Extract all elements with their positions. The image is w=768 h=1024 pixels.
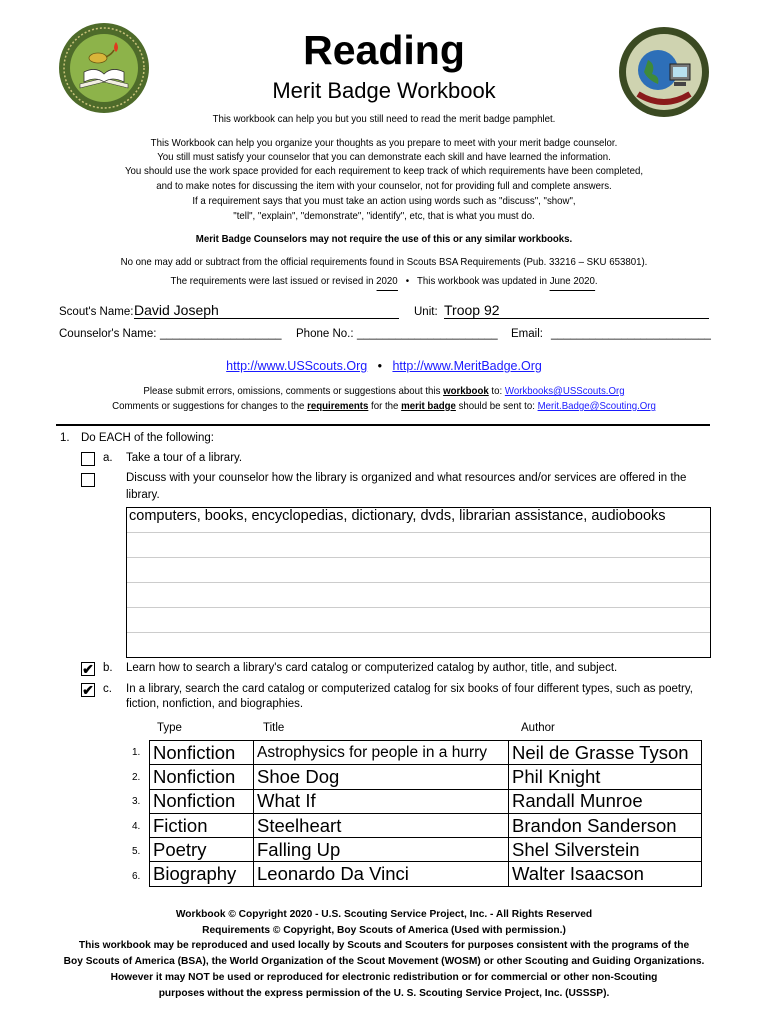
submit-line [27, 385, 741, 400]
counselor-note: Merit Badge Counselors may not require the use of this or any similar workbooks. [195, 234, 573, 245]
updated-suffix: . [594, 276, 598, 287]
workbooks-email-link[interactable]: Workbooks@USScouts.Org [504, 386, 625, 397]
book-type-cell[interactable]: Nonfiction [150, 789, 254, 813]
book-title-cell[interactable]: Falling Up [254, 838, 509, 862]
req-1a-discuss-text-2: library. [126, 489, 160, 501]
req-1c-letter: c. [103, 683, 112, 695]
page-subtitle: Merit Badge Workbook [272, 78, 496, 103]
book-type-cell[interactable]: Fiction [150, 813, 254, 837]
scout-name-label: Scout's Name: [59, 306, 134, 318]
req-1a-discuss-checkbox[interactable] [81, 473, 95, 487]
footer-line-2: Requirements © Copyright, Boy Scouts of America (Used with permission.) [202, 924, 566, 936]
book-title-cell[interactable]: Shoe Dog [254, 765, 509, 789]
row-number: 5. [132, 846, 141, 857]
footer-line-4: Boy Scouts of America (BSA), the World Organization of the Scout Movement (WOSM) or other Scouting and Guiding Organizations. [63, 956, 705, 968]
req-1c-checkbox[interactable]: ✔ [82, 682, 94, 698]
footer-line-5: However it may NOT be used or reproduced for electronic redistribution or for commercial or other non-Scouting [110, 971, 658, 983]
footer-line-3: This workbook may be reproduced and used locally by Scouts and Scouters for purposes consistent with the programs of the [78, 940, 690, 952]
row-number: 1. [132, 747, 141, 758]
book-title-cell[interactable]: What If [254, 789, 509, 813]
intro-para-3: You should use the work space provided for each requirement to keep track of which requirements have been completed, [124, 166, 644, 177]
answer-box[interactable] [126, 507, 711, 658]
book-title-cell[interactable]: Astrophysics for people in a hurry [254, 741, 509, 765]
book-author-cell[interactable]: Phil Knight [509, 765, 702, 789]
table-row [150, 741, 702, 765]
req-1-number: 1. [60, 432, 70, 444]
meritbadge-email-link[interactable]: Merit.Badge@Scouting.Org [537, 401, 656, 412]
issued-year: 2020 [376, 275, 398, 291]
table-row [150, 789, 702, 813]
req-1c-text-1: In a library, search the card catalog or computerized catalog for six books of four different types, such as poetry, [126, 683, 693, 695]
book-type-cell[interactable]: Poetry [150, 838, 254, 862]
book-type-cell[interactable]: Nonfiction [150, 741, 254, 765]
phone-label: Phone No.: [296, 328, 354, 340]
section-divider [56, 424, 710, 426]
phone-field[interactable]: ______________________ [357, 328, 498, 340]
comments-sent: should be sent to: [458, 401, 535, 412]
intro-para-5: If a requirement says that you must take an action using words such as "discuss", "show", [192, 196, 576, 207]
book-author-cell[interactable]: Randall Munroe [509, 789, 702, 813]
footer-line-1: Workbook © Copyright 2020 - U.S. Scouting Service Project, Inc. - All Rights Reserved [175, 909, 593, 920]
book-title-cell[interactable]: Leonardo Da Vinci [254, 862, 509, 886]
book-author-cell[interactable]: Shel Silverstein [509, 838, 702, 862]
updated-date: June 2020 [550, 275, 595, 291]
book-title-cell[interactable]: Steelheart [254, 813, 509, 837]
unit-label: Unit: [414, 306, 438, 318]
table-row [150, 765, 702, 789]
req-1a-discuss-text-1: Discuss with your counselor how the library is organized and what resources and/or services are offered in the [126, 472, 687, 484]
req-1c-text-2: fiction, nonfiction, and biographies. [126, 698, 304, 710]
book-author-cell[interactable]: Neil de Grasse Tyson [509, 741, 702, 765]
counselor-label: Counselor's Name: [59, 328, 157, 340]
req-1b-letter: b. [103, 662, 113, 674]
footer [0, 907, 768, 1001]
email-field[interactable]: _________________________ [551, 328, 711, 340]
req-1a-text: Take a tour of a library. [126, 452, 243, 464]
submit-prefix: Please submit errors, omissions, comments or suggestions about this [143, 386, 441, 397]
page-title: Reading [303, 27, 465, 73]
intro-para-1: This Workbook can help you organize your thoughts as you prepare to meet with your merit badge counselor. [150, 138, 618, 149]
table-row [150, 862, 702, 886]
unit-field[interactable]: Troop 92 [444, 302, 709, 319]
links-line [0, 359, 768, 373]
updated-prefix: This workbook was updated in [417, 276, 548, 287]
intro-para-4: and to make notes for discussing the item with your counselor, not for providing full and complete answers. [156, 181, 612, 192]
submit-word: workbook [443, 386, 489, 397]
links-bullet: • [377, 359, 383, 373]
books-table [149, 740, 702, 887]
col-header-title: Title [263, 722, 285, 734]
book-type-cell[interactable]: Biography [150, 862, 254, 886]
book-author-cell[interactable]: Walter Isaacson [509, 862, 702, 886]
table-row [150, 838, 702, 862]
row-number: 4. [132, 821, 141, 832]
table-row [150, 813, 702, 837]
comments-merit-badge: merit badge [401, 401, 456, 412]
footer-line-6: purposes without the express permission of the U. S. Scouting Service Project, Inc. (USSSP). [158, 987, 610, 999]
meritbadge-link[interactable]: http://www.MeritBadge.Org [392, 359, 542, 373]
intro-para-2: You still must satisfy your counselor that you can demonstrate each skill and have learned the information. [157, 152, 611, 163]
comments-prefix: Comments or suggestions for changes to the [112, 401, 305, 412]
comments-line [27, 400, 741, 415]
issued-prefix: The requirements were last issued or revised in [170, 276, 374, 287]
row-number: 2. [132, 772, 141, 783]
add-subtract-note: No one may add or subtract from the official requirements found in Scouts BSA Requirements (Pub. 33216 – SKU 653801). [120, 257, 648, 268]
req-1b-text: Learn how to search a library's card catalog or computerized catalog by author, title, and subject. [126, 662, 618, 674]
answer-text: computers, books, encyclopedias, dictionary, dvds, librarian assistance, audiobooks [129, 508, 666, 524]
comments-requirements: requirements [307, 401, 369, 412]
row-number: 6. [132, 871, 141, 882]
issued-bullet: • [405, 276, 410, 287]
col-header-author: Author [521, 722, 555, 734]
intro-line: This workbook can help you but you still need to read the merit badge pamphlet. [212, 114, 556, 125]
intro-para-6: "tell", "explain", "demonstrate", "identify", etc, that is what you must do. [233, 211, 535, 222]
submit-to: to: [491, 386, 503, 397]
book-author-cell[interactable]: Brandon Sanderson [509, 813, 702, 837]
usscouts-link[interactable]: http://www.USScouts.Org [226, 359, 368, 373]
counselor-field[interactable]: ___________________ [160, 328, 282, 340]
issued-line [27, 275, 741, 291]
scout-name-field[interactable]: David Joseph [134, 302, 399, 319]
book-type-cell[interactable]: Nonfiction [150, 765, 254, 789]
email-label: Email: [511, 328, 543, 340]
col-header-type: Type [157, 722, 182, 734]
row-number: 3. [132, 796, 141, 807]
req-1a-checkbox[interactable] [81, 452, 95, 466]
comments-for: for the [371, 401, 399, 412]
req-1a-letter: a. [103, 452, 113, 464]
req-1b-checkbox[interactable]: ✔ [82, 661, 94, 677]
req-1-text: Do EACH of the following: [81, 432, 214, 444]
